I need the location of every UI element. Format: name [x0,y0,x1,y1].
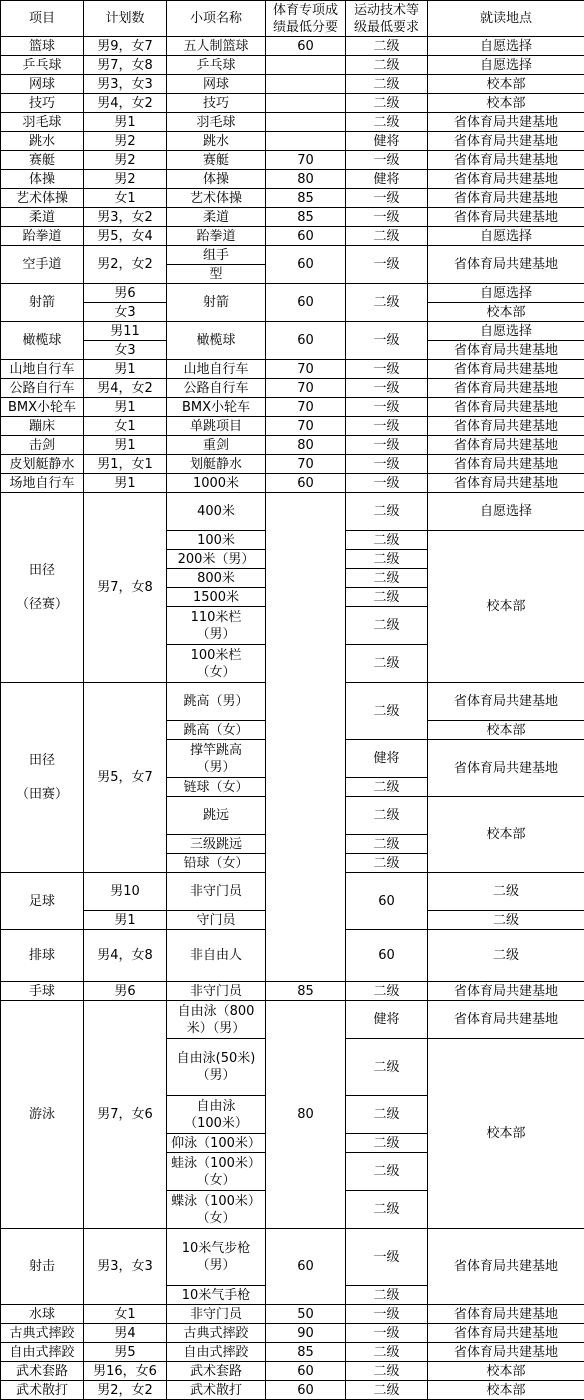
cell-place: 省体育局共建基地 [428,189,584,208]
cell-place: 省体育局共建基地 [428,113,584,132]
header-plan: 计划数 [84,1,167,37]
table-row [1,1001,584,1039]
cell-place: 省体育局共建基地 [428,398,584,417]
cell-plan: 男1 [84,360,167,379]
cell-sub: 110米栏 （男） [167,607,266,645]
cell-sub: 艺术体操 [167,189,266,208]
cell-place: 省体育局共建基地 [428,474,584,493]
table-row [1,132,584,151]
cell-plan: 女1 [84,189,167,208]
cell-project: 柔道 [1,208,84,227]
cell-place: 自愿选择 [428,284,584,303]
cell-project: 击剑 [1,436,84,455]
cell-place: 校本部 [428,303,584,322]
cell-grade: 二级 [346,1039,428,1096]
cell-project: 射击 [1,1229,84,1305]
cell-score: 60 [266,1362,346,1381]
table-row [1,1305,584,1324]
cell-score: 85 [266,1343,346,1362]
cell-plan: 男7，女8 [84,493,167,683]
table-row [1,1381,584,1400]
cell-plan: 男9，女7 [84,37,167,56]
cell-grade: 一级 [346,151,428,170]
cell-project: 体操 [1,170,84,189]
cell-place: 省体育局共建基地 [428,683,584,721]
cell-project: 皮划艇静水 [1,455,84,474]
cell-sub: 武术散打 [167,1381,266,1400]
cell-place: 校本部 [428,1362,584,1381]
cell-grade: 二级 [346,227,428,246]
cell-grade: 二级 [346,113,428,132]
cell-project: 跆拳道 [1,227,84,246]
cell-sub: 跳水 [167,132,266,151]
cell-sub: 蝶泳（100米） （女） [167,1191,266,1229]
cell-grade: 二级 [346,607,428,645]
cell-place: 省体育局共建基地 [428,208,584,227]
cell-sub: 400米 [167,493,266,531]
cell-place: 省体育局共建基地 [428,982,584,1001]
cell-place: 省体育局共建基地 [428,436,584,455]
table-row [1,982,584,1001]
cell-sub: 划艇静水 [167,455,266,474]
cell-project: 网球 [1,75,84,94]
cell-sub: 10米气步枪 （男） [167,1229,266,1286]
cell-plan: 女3 [84,341,167,360]
cell-plan: 男4，女2 [84,379,167,398]
cell-plan: 男1 [84,113,167,132]
cell-sub: 网球 [167,75,266,94]
cell-score: 70 [266,379,346,398]
cell-sub: 山地自行车 [167,360,266,379]
cell-plan: 男10 [84,873,167,911]
cell-project: 羽毛球 [1,113,84,132]
cell-score: 80 [266,1001,346,1229]
cell-sub: 自由式摔跤 [167,1343,266,1362]
cell-grade: 一级 [346,1305,428,1324]
cell-project: 武术套路 [1,1362,84,1381]
cell-score [266,94,346,113]
cell-plan: 男3，女3 [84,75,167,94]
cell-project: 足球 [1,873,84,930]
cell-grade: 二级 [346,683,428,740]
cell-sub: 非守门员 [167,1305,266,1324]
cell-score: 85 [266,189,346,208]
cell-grade: 二级 [346,1096,428,1134]
table-row [1,474,584,493]
cell-score: 60 [266,1381,346,1400]
cell-grade: 健将 [346,132,428,151]
cell-sub: 非守门员 [167,873,266,911]
cell-score: 50 [266,1305,346,1324]
cell-score: 60 [266,322,346,360]
cell-sub: 橄榄球 [167,322,266,360]
table-row [1,455,584,474]
cell-project: 乒乓球 [1,56,84,75]
cell-grade: 健将 [346,1001,428,1039]
cell-grade: 二级 [346,550,428,569]
cell-score: 85 [266,982,346,1001]
table-row [1,493,584,531]
cell-project: 田径 （田赛） [1,683,84,873]
cell-score: 90 [266,1324,346,1343]
table-row [1,75,584,94]
cell-score: 60 [266,284,346,322]
cell-sub: 非守门员 [167,982,266,1001]
cell-place: 省体育局共建基地 [428,151,584,170]
cell-plan: 男4，女2 [84,94,167,113]
cell-plan: 男4，女8 [84,930,167,982]
cell-project: 武术散打 [1,1381,84,1400]
cell-score: 70 [266,398,346,417]
cell-plan: 男4 [84,1324,167,1343]
table-row [1,322,584,341]
cell-sub: 羽毛球 [167,113,266,132]
cell-project: 技巧 [1,94,84,113]
cell-project: 游泳 [1,1001,84,1229]
table-row [1,379,584,398]
cell-sub: 重剑 [167,436,266,455]
cell-place: 省体育局共建基地 [428,170,584,189]
cell-sub: 800米 [167,569,266,588]
cell-plan: 男1 [84,474,167,493]
cell-plan: 男5 [84,1343,167,1362]
cell-place: 省体育局共建基地 [428,360,584,379]
cell-grade: 二级 [346,1191,428,1229]
header-place: 就读地点 [428,1,584,37]
cell-sub: 非自由人 [167,930,266,982]
cell-sub: 五人制篮球 [167,37,266,56]
table-row [1,113,584,132]
cell-grade: 二级 [346,835,428,854]
cell-score [266,493,346,982]
table-row [1,170,584,189]
cell-place: 省体育局共建基地 [428,132,584,151]
cell-project: 空手道 [1,246,84,284]
header-row [1,1,584,37]
cell-grade: 一级 [346,436,428,455]
cell-sub: 武术套路 [167,1362,266,1381]
cell-grade: 二级 [346,1153,428,1191]
cell-sub: 仰泳（100米） [167,1134,266,1153]
cell-project: 公路自行车 [1,379,84,398]
cell-sub: 守门员 [167,911,266,930]
cell-plan: 男3，女3 [84,1229,167,1305]
cell-score: 70 [266,360,346,379]
cell-score: 60 [346,873,428,930]
header-grade: 运动技术等 级最低要求 [346,1,428,37]
cell-plan: 男6 [84,982,167,1001]
cell-sub: 蛙泳（100米） （女） [167,1153,266,1191]
table-row [1,227,584,246]
cell-sub: 体操 [167,170,266,189]
cell-grade: 一级 [346,322,428,360]
table-row [1,436,584,455]
cell-grade: 一级 [346,189,428,208]
cell-plan: 女1 [84,1305,167,1324]
cell-grade: 二级 [346,37,428,56]
cell-sub: 跳远 [167,797,266,835]
cell-plan: 男5，女4 [84,227,167,246]
cell-place: 校本部 [428,1381,584,1400]
cell-project: 手球 [1,982,84,1001]
cell-grade: 二级 [346,1286,428,1305]
cell-grade: 一级 [346,360,428,379]
cell-score: 60 [346,930,428,982]
cell-project: 古典式摔跤 [1,1324,84,1343]
table-row [1,1362,584,1381]
cell-score: 60 [266,227,346,246]
cell-sub: 铅球（女） [167,854,266,873]
cell-plan: 女3 [84,303,167,322]
cell-score: 60 [266,37,346,56]
cell-place: 省体育局共建基地 [428,341,584,360]
cell-project: BMX小轮车 [1,398,84,417]
cell-plan: 男7，女6 [84,1001,167,1229]
cell-sub: BMX小轮车 [167,398,266,417]
cell-grade: 二级 [346,1343,428,1362]
cell-place: 省体育局共建基地 [428,1343,584,1362]
cell-grade: 二级 [428,930,584,982]
cell-project: 水球 [1,1305,84,1324]
cell-plan: 男2 [84,170,167,189]
cell-sub: 三级跳远 [167,835,266,854]
header-sub: 小项名称 [167,1,266,37]
cell-score [266,132,346,151]
cell-project: 艺术体操 [1,189,84,208]
table-row [1,1343,584,1362]
cell-project: 蹦床 [1,417,84,436]
cell-plan: 男16，女6 [84,1362,167,1381]
cell-project: 山地自行车 [1,360,84,379]
cell-grade: 一级 [346,455,428,474]
cell-grade: 二级 [346,284,428,322]
cell-grade: 健将 [346,740,428,778]
cell-place: 校本部 [428,94,584,113]
cell-grade: 二级 [346,1381,428,1400]
cell-score [266,56,346,75]
cell-sub: 自由泳（800 米）（男） [167,1001,266,1039]
cell-score: 70 [266,455,346,474]
cell-sub: 撑竿跳高 （男） [167,740,266,778]
cell-grade: 二级 [428,873,584,911]
cell-grade: 二级 [346,531,428,550]
cell-score: 80 [266,436,346,455]
cell-plan: 男5，女7 [84,683,167,873]
cell-grade: 二级 [346,1362,428,1381]
cell-sub: 1000米 [167,474,266,493]
cell-project: 自由式摔跤 [1,1343,84,1362]
cell-plan: 男2 [84,132,167,151]
cell-project: 跳水 [1,132,84,151]
cell-score: 80 [266,170,346,189]
cell-place: 校本部 [428,797,584,873]
cell-place: 校本部 [428,1039,584,1229]
table-row [1,284,584,303]
cell-score: 60 [266,474,346,493]
cell-plan: 男2，女2 [84,246,167,284]
cell-sub: 1500米 [167,588,266,607]
table-row [1,1324,584,1343]
table-row [1,398,584,417]
table-row [1,94,584,113]
cell-place: 省体育局共建基地 [428,455,584,474]
cell-place: 自愿选择 [428,227,584,246]
cell-plan: 男2 [84,151,167,170]
cell-project: 射箭 [1,284,84,322]
cell-place: 省体育局共建基地 [428,1305,584,1324]
cell-grade: 一级 [346,398,428,417]
cell-place: 自愿选择 [428,493,584,531]
cell-score: 60 [266,1229,346,1305]
cell-grade: 二级 [346,778,428,797]
cell-place: 自愿选择 [428,37,584,56]
cell-sub: 柔道 [167,208,266,227]
cell-sub: 乒乓球 [167,56,266,75]
cell-grade: 二级 [346,75,428,94]
cell-place: 自愿选择 [428,322,584,341]
cell-sub: 10米气手枪 [167,1286,266,1305]
cell-grade: 一级 [346,1229,428,1286]
cell-sub: 自由泳 （100米） [167,1096,266,1134]
header-project: 项目 [1,1,84,37]
cell-project: 橄榄球 [1,322,84,360]
cell-plan: 男6 [84,284,167,303]
cell-place: 省体育局共建基地 [428,417,584,436]
cell-project: 篮球 [1,37,84,56]
cell-place: 校本部 [428,531,584,683]
header-score: 体育专项成 绩最低分要 [266,1,346,37]
cell-place: 省体育局共建基地 [428,1324,584,1343]
cell-score: 85 [266,208,346,227]
cell-plan: 男11 [84,322,167,341]
cell-project: 赛艇 [1,151,84,170]
cell-score: 60 [266,246,346,284]
cell-score: 70 [266,417,346,436]
cell-place: 省体育局共建基地 [428,1001,584,1039]
cell-place: 校本部 [428,721,584,740]
cell-place: 省体育局共建基地 [428,1229,584,1305]
cell-grade: 二级 [346,56,428,75]
cell-plan: 男1 [84,436,167,455]
cell-plan: 女1 [84,417,167,436]
cell-score: 70 [266,151,346,170]
cell-place: 省体育局共建基地 [428,246,584,284]
cell-project: 场地自行车 [1,474,84,493]
cell-grade: 一级 [346,1324,428,1343]
cell-grade: 一级 [346,246,428,284]
cell-grade: 健将 [346,170,428,189]
cell-place: 省体育局共建基地 [428,379,584,398]
cell-grade: 一级 [346,379,428,398]
cell-sub: 跳高（女） [167,721,266,740]
cell-plan: 男3，女2 [84,208,167,227]
cell-grade: 二级 [346,588,428,607]
table-row [1,246,584,265]
table-row [1,151,584,170]
cell-sub: 200米（男） [167,550,266,569]
cell-plan: 男1，女1 [84,455,167,474]
table-row [1,208,584,227]
cell-sub: 型 [167,265,266,284]
cell-grade: 二级 [346,982,428,1001]
table-row [1,37,584,56]
cell-score [266,75,346,94]
cell-sub: 赛艇 [167,151,266,170]
cell-grade: 一级 [346,474,428,493]
cell-plan: 男1 [84,911,167,930]
cell-grade: 二级 [346,94,428,113]
cell-grade: 二级 [428,911,584,930]
cell-grade: 二级 [346,797,428,835]
cell-plan: 男1 [84,398,167,417]
cell-place: 省体育局共建基地 [428,740,584,797]
cell-score [266,113,346,132]
cell-sub: 跳高（男） [167,683,266,721]
table-row [1,1229,584,1267]
cell-grade: 二级 [346,493,428,531]
cell-grade: 二级 [346,645,428,683]
cell-grade: 二级 [346,1134,428,1153]
table-row [1,417,584,436]
cell-plan: 男7，女8 [84,56,167,75]
cell-sub: 链球（女） [167,778,266,797]
cell-sub: 100米 [167,531,266,550]
cell-grade: 二级 [346,569,428,588]
cell-place: 校本部 [428,75,584,94]
cell-plan: 男2，女2 [84,1381,167,1400]
table-row [1,189,584,208]
cell-sub: 射箭 [167,284,266,322]
cell-project: 排球 [1,930,84,982]
table-row [1,360,584,379]
cell-sub: 古典式摔跤 [167,1324,266,1343]
cell-grade: 一级 [346,208,428,227]
cell-grade: 一级 [346,417,428,436]
cell-sub: 100米栏 （女） [167,645,266,683]
cell-sub: 自由泳(50米) （男） [167,1039,266,1096]
cell-sub: 技巧 [167,94,266,113]
cell-sub: 单跳项目 [167,417,266,436]
table-row [1,56,584,75]
cell-sub: 公路自行车 [167,379,266,398]
cell-grade: 二级 [346,854,428,873]
cell-sub: 跆拳道 [167,227,266,246]
cell-sub: 组手 [167,246,266,265]
cell-project: 田径 （径赛） [1,493,84,683]
cell-place: 自愿选择 [428,56,584,75]
